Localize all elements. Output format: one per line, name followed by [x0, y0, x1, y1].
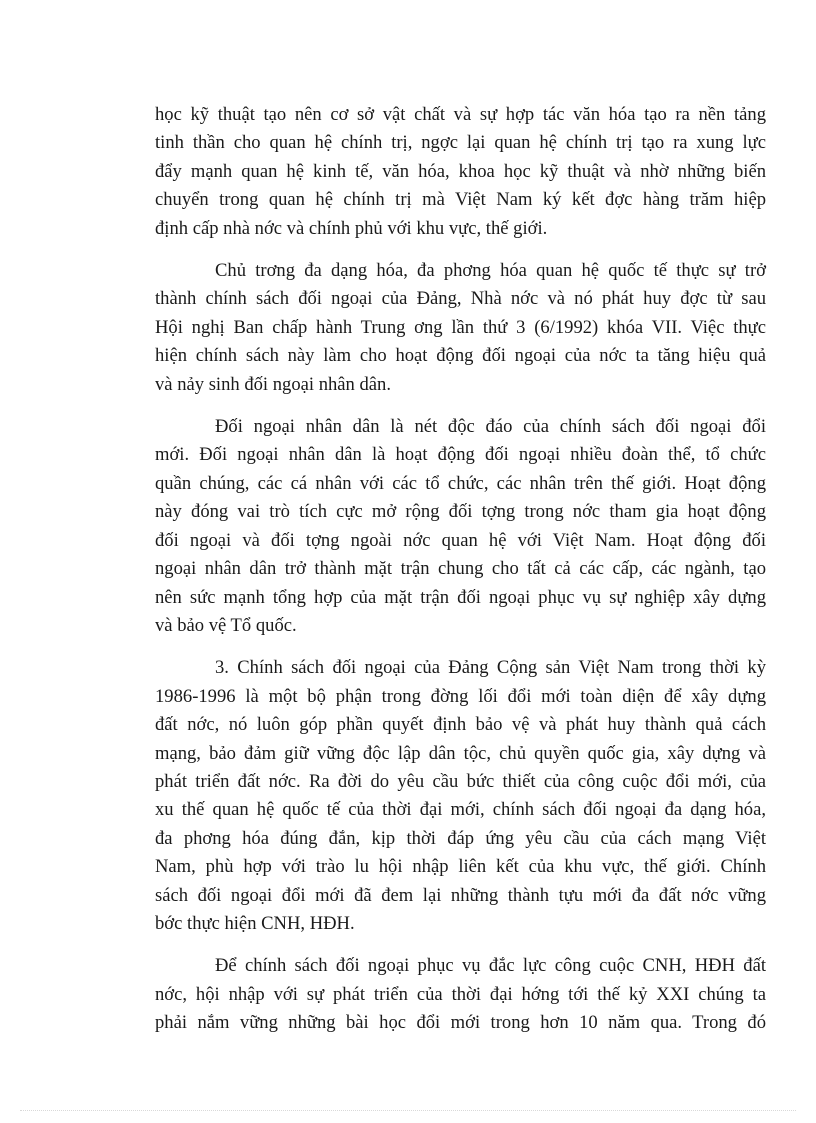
text-line: định cấp nhà nớc và chính phủ với khu vực, thế giới. [155, 217, 548, 239]
text-line: nớc, hội nhập với sự phát triển của thời đại hớng tới thế kỷ XXI chúng ta [155, 983, 766, 1005]
text-line: 3. Chính sách đối ngoại của Đảng Cộng sản Việt Nam trong thời kỳ [215, 657, 766, 679]
text-line: đối ngoại và đối tợng ngoài nớc quan hệ với Việt Nam. Hoạt động đối [155, 529, 766, 551]
text-line: phát triển đất nớc. Ra đời do yêu cầu bức thiết của công cuộc đổi mới, của [155, 770, 766, 792]
text-line: 1986-1996 là một bộ phận trong đờng lối đổi mới toàn diện để xây dựng [155, 685, 766, 707]
text-line: thành chính sách đối ngoại của Đảng, Nhà nớc và nó phát huy đợc từ sau [155, 288, 766, 310]
text-line: nên sức mạnh tổng hợp của mặt trận đối ngoại phục vụ sự nghiệp xây dựng [155, 586, 766, 608]
text-line: Chủ trơng đa dạng hóa, đa phơng hóa quan hệ quốc tế thực sự trở [215, 260, 766, 282]
text-line: mới. Đối ngoại nhân dân là hoạt động đối ngoại nhiều đoàn thể, tổ chức [155, 444, 766, 466]
text-line: chuyển trong quan hệ chính trị mà Việt Nam ký kết đợc hàng trăm hiệp [155, 189, 766, 211]
text-line: Đối ngoại nhân dân là nét độc đáo của chính sách đối ngoại đổi [215, 416, 766, 438]
text-line: ngoại nhân dân trở thành mặt trận chung cho tất cả các cấp, các ngành, tạo [155, 558, 766, 580]
text-line: và bảo vệ Tổ quốc. [155, 614, 297, 636]
text-line: quần chúng, các cá nhân với các tổ chức, các nhân trên thế giới. Hoạt động [155, 472, 766, 494]
paragraph [155, 257, 766, 399]
document-body [155, 101, 766, 1052]
text-line: học kỹ thuật tạo nên cơ sở vật chất và sự hợp tác văn hóa tạo ra nền tảng [155, 104, 766, 125]
text-line: đẩy mạnh quan hệ kinh tế, văn hóa, khoa học kỹ thuật và nhờ những biến [155, 160, 766, 182]
text-line: xu thế quan hệ quốc tế của thời đại mới, chính sách đối ngoại đa dạng hóa, [155, 799, 766, 821]
text-line: và nảy sinh đối ngoại nhân dân. [155, 373, 391, 395]
text-line: Hội nghị Ban chấp hành Trung ơng lần thứ 3 (6/1992) khóa VII. Việc thực [155, 316, 766, 338]
text-line: sách đối ngoại đổi mới đã đem lại những thành tựu mới đa đất nớc vững [155, 884, 766, 906]
paragraph [155, 413, 766, 640]
text-line: bớc thực hiện CNH, HĐH. [155, 912, 355, 934]
text-line: tinh thần cho quan hệ chính trị, ngợc lại quan hệ chính trị tạo ra xung lực [155, 132, 766, 154]
text-line: này đóng vai trò tích cực mở rộng đối tợng trong nớc tham gia hoạt động [155, 501, 766, 523]
text-line: Để chính sách đối ngoại phục vụ đắc lực công cuộc CNH, HĐH đất [215, 955, 766, 977]
text-line: Nam, phù hợp với trào lu hội nhập liên kết của khu vực, thế giới. Chính [155, 856, 766, 878]
page-bottom-rule [20, 1110, 796, 1111]
text-line: hiện chính sách này làm cho hoạt động đối ngoại của nớc ta tăng hiệu quả [155, 345, 766, 367]
text-line: phải nắm vững những bài học đổi mới trong hơn 10 năm qua. Trong đó [155, 1012, 766, 1034]
paragraph [155, 654, 766, 938]
paragraph [155, 101, 766, 243]
text-line: đa phơng hóa đúng đắn, kịp thời đáp ứng yêu cầu của cách mạng Việt [155, 827, 766, 849]
text-line: đất nớc, nó luôn góp phần quyết định bảo vệ và phát huy thành quả cách [155, 714, 766, 736]
text-line: mạng, bảo đảm giữ vững độc lập dân tộc, chủ quyền quốc gia, xây dựng và [155, 742, 766, 764]
paragraph [155, 952, 766, 1037]
